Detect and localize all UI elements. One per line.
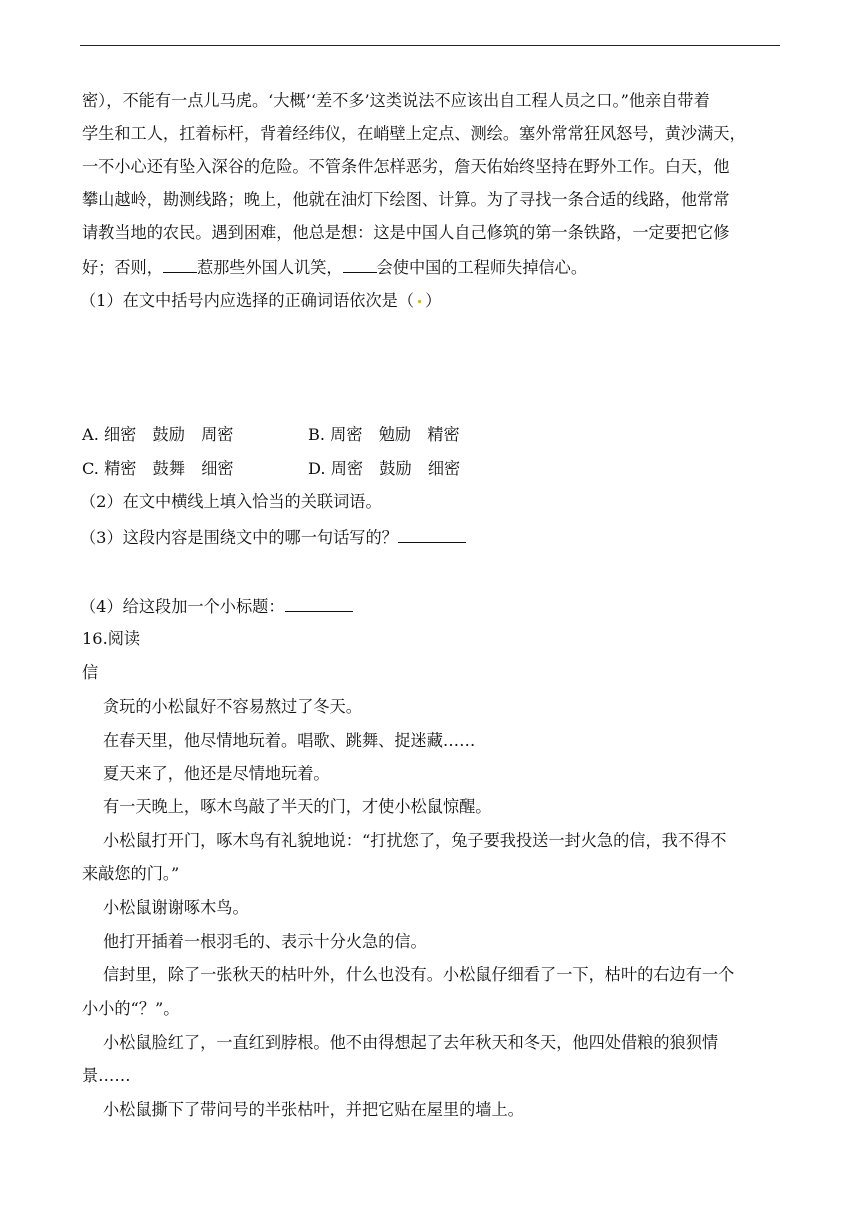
- option-b[interactable]: B. 周密 勉励 精密: [308, 425, 460, 444]
- story-paragraph: 小松鼠脸红了，一直红到脖根。他不由得想起了去年秋天和冬天，他四处借粮的狼狈情: [103, 1033, 719, 1052]
- story-paragraph: 小松鼠打开门，啄木鸟有礼貌地说：“打扰您了，兔子要我投送一封火急的信，我不得不: [103, 831, 727, 850]
- question-3: [80, 527, 780, 548]
- option-a[interactable]: A. 细密 鼓励 周密: [82, 425, 234, 444]
- story-paragraph: 小松鼠撕下了带问号的半张枯叶，并把它贴在屋里的墙上。: [103, 1100, 524, 1119]
- story-paragraph: 在春天里，他尽情地玩着。唱歌、跳舞、捉迷藏……: [103, 731, 476, 750]
- passage-line: 学生和工人，扛着标杆，背着经纬仪，在峭壁上定点、测绘。塞外常常狂风怒号，黄沙满天，: [82, 124, 746, 143]
- question-4-text: （4）给这段加一个小标题：: [80, 597, 285, 616]
- question-2: （2）在文中横线上填入恰当的关联词语。: [80, 492, 382, 511]
- passage-line: 密），不能有一点儿马虎。‘大概’‘差不多’这类说法不应该出自工程人员之口。”他亲自带着: [82, 91, 710, 110]
- answer-marker-icon[interactable]: [418, 300, 421, 303]
- story-paragraph: 小松鼠谢谢啄木鸟。: [103, 898, 249, 917]
- story-paragraph: 有一天晚上，啄木鸟敲了半天的门，才使小松鼠惊醒。: [103, 797, 492, 816]
- option-d[interactable]: D. 周密 鼓励 细密: [308, 459, 461, 478]
- story-paragraph-cont: 小小的“？”。: [82, 999, 180, 1018]
- story-paragraph-cont: 来敲您的门。”: [82, 864, 180, 883]
- text: 好；否则，: [82, 258, 163, 277]
- question-1-text: （1）在文中括号内应选择的正确词语依次是（: [80, 291, 415, 310]
- question-1: [80, 291, 780, 311]
- question-1-close: ）: [425, 291, 442, 310]
- passage-line: 一不小心还有坠入深谷的危险。不管条件怎样恶劣，詹天佑始终坚持在野外工作。白天，他: [82, 157, 730, 176]
- question-4-blank[interactable]: [285, 596, 353, 612]
- story-paragraph-cont: 景……: [82, 1066, 131, 1085]
- question-3-blank[interactable]: [398, 527, 466, 543]
- header-rule: [80, 45, 780, 46]
- text: 惹那些外国人讥笑，: [196, 258, 343, 277]
- section-heading: 16.阅读: [82, 629, 141, 648]
- story-paragraph: 贪玩的小松鼠好不容易熬过了冬天。: [103, 697, 362, 716]
- story-paragraph: 他打开插着一根羽毛的、表示十分火急的信。: [103, 932, 427, 951]
- option-c[interactable]: C. 精密 鼓舞 细密: [82, 459, 234, 478]
- text: 会使中国的工程师失掉信心。: [376, 258, 588, 277]
- blank-2[interactable]: [343, 257, 377, 273]
- story-paragraph: 信封里，除了一张秋天的枯叶外，什么也没有。小松鼠仔细看了一下，枯叶的右边有一个: [103, 965, 735, 984]
- question-3-text: （3）这段内容是围绕文中的哪一句话写的？: [80, 528, 398, 547]
- passage-line-blanks: [82, 257, 782, 278]
- blank-1[interactable]: [163, 257, 197, 273]
- passage-line: 攀山越岭，勘测线路；晚上，他就在油灯下绘图、计算。为了寻找一条合适的线路，他常常: [82, 190, 730, 209]
- question-4: [80, 596, 780, 617]
- passage-line: 请教当地的农民。遇到困难，他总是想：这是中国人自己修筑的第一条铁路，一定要把它修: [82, 223, 730, 242]
- story-title: 信: [82, 663, 99, 682]
- story-paragraph: 夏天来了，他还是尽情地玩着。: [103, 764, 330, 783]
